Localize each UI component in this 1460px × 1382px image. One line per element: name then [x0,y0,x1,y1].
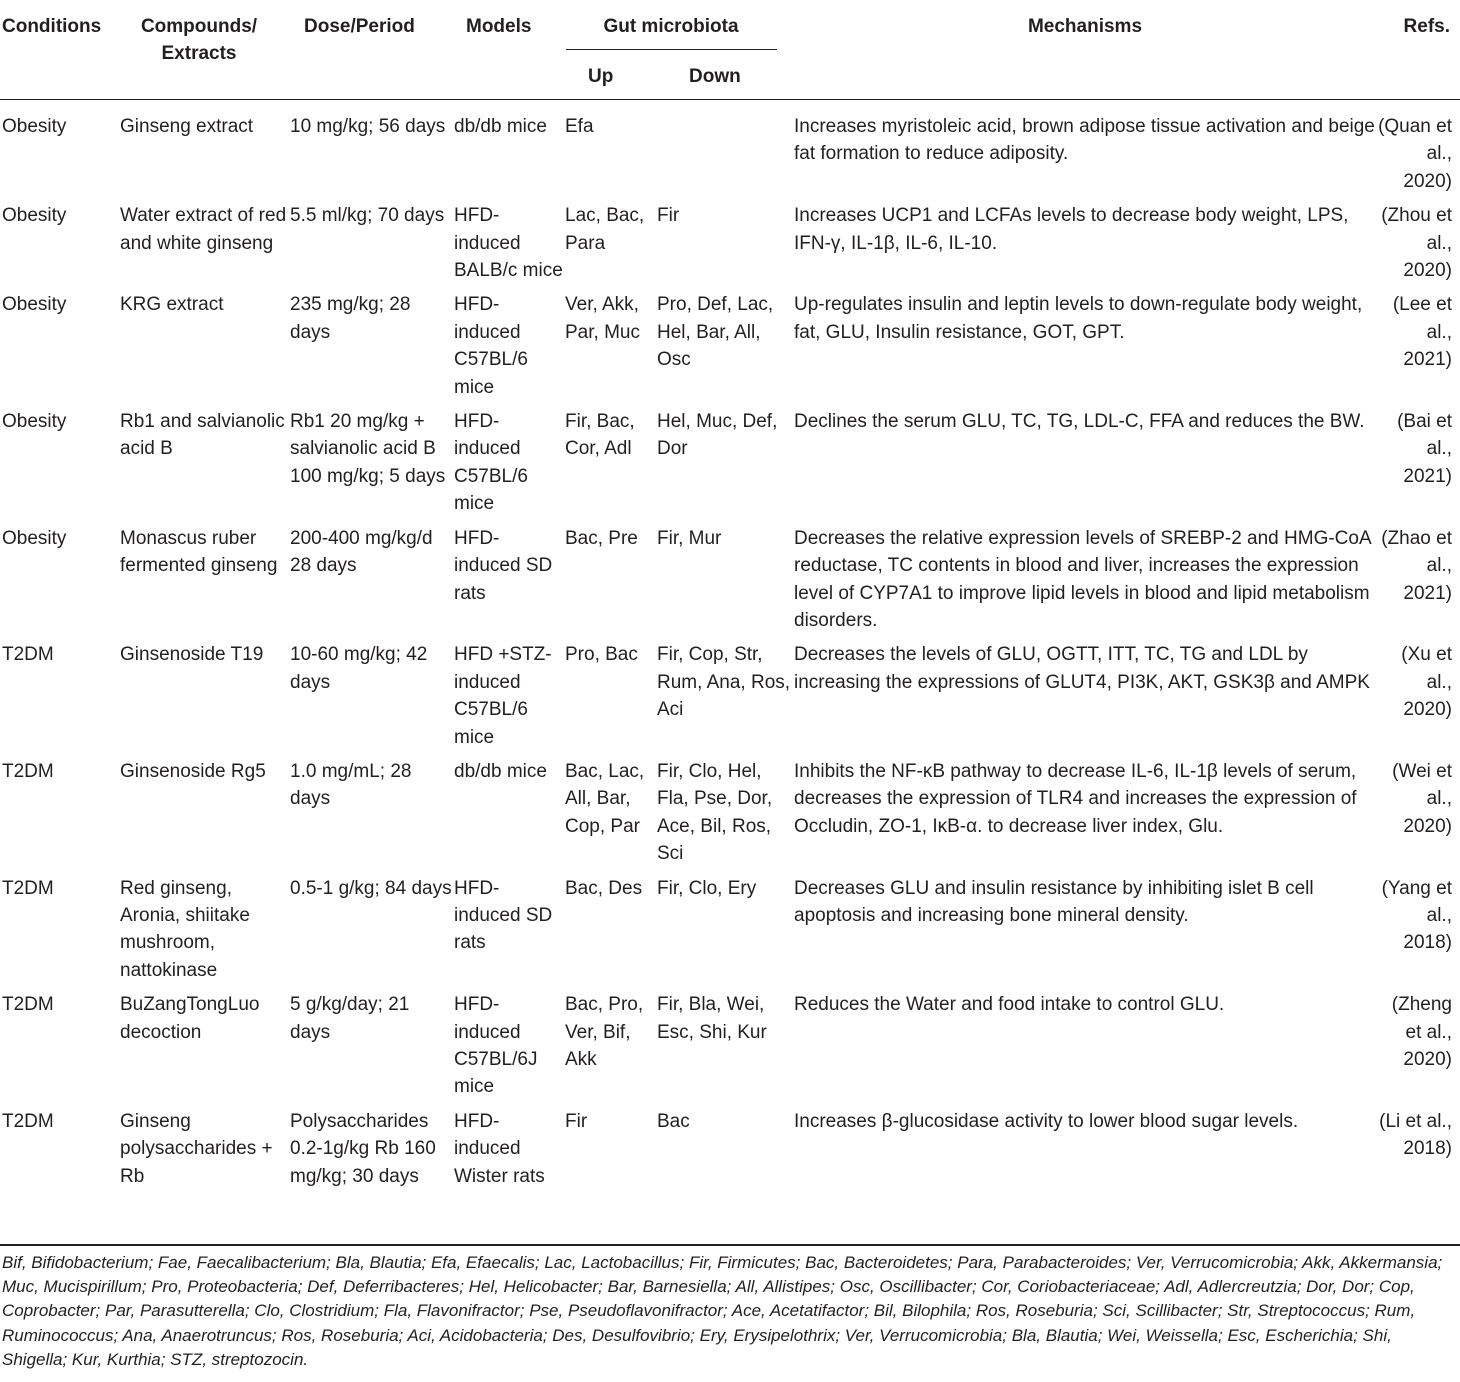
cell-reference: (Bai et al., 2021) [1397,411,1452,487]
cell-down-microbiota: Fir, Clo, Hel, Fla, Pse, Dor, Ace, Bil, Ros, Sci [657,760,773,865]
cell-up-microbiota: Efa [565,116,594,137]
cell-condition: Obesity [2,411,67,433]
table-row [0,1108,1460,1197]
cell-compound: Ginseng extract [120,116,254,137]
cell-reference: (Li et al., 2018) [1379,1110,1452,1160]
cell-compound: KRG extract [120,294,224,316]
cell-compound: Monascus ruber fermented ginseng [120,527,278,577]
table-row [0,291,1460,408]
cell-condition: T2DM [2,877,54,899]
cell-up-microbiota: Pro, Bac [565,644,638,666]
cell-up-microbiota: Lac, Bac, Para [565,205,645,254]
cell-condition: Obesity [2,527,67,549]
table-row [0,408,1460,525]
header-down: Down [689,66,741,87]
table-row [0,991,1460,1108]
table-row [0,525,1460,642]
table-row [0,641,1460,758]
cell-reference: (Wei et al., 2020) [1392,760,1452,837]
cell-condition: T2DM [2,644,54,666]
table-row [0,875,1460,992]
cell-compound: Rb1 and salvianolic acid B [120,411,285,460]
cell-up-microbiota: Bac, Pro, Ver, Bif, Akk [565,994,644,1070]
cell-down-microbiota: Fir [657,205,680,227]
cell-model: HFD-induced SD rats [454,877,553,954]
cell-model: HFD-induced C57BL/6 mice [454,411,528,515]
cell-dose: 5.5 ml/kg; 70 days [290,205,445,227]
header-refs: Refs. [1403,16,1450,37]
cell-up-microbiota: Bac, Lac, All, Bar, Cop, Par [565,760,645,837]
cell-dose: 10-60 mg/kg; 42 days [290,644,428,693]
header-gut-microbiota: Gut microbiota [603,16,739,37]
cell-model: HFD-induced C57BL/6 mice [454,294,528,398]
cell-condition: Obesity [2,205,67,227]
cell-model: HFD-induced Wister rats [454,1110,545,1187]
cell-mechanism: Reduces the Water and food intake to control GLU. [794,994,1225,1016]
cell-condition: T2DM [2,994,54,1016]
cell-mechanism: Decreases the relative expression levels of SREBP-2 and HMG-CoA reductase, TC contents in blood and liver, increases the expression level of CYP7A1 to improve lipid levels in blood and lipid metabolism disorders. [794,527,1371,631]
cell-compound: Red ginseng, Aronia, shiitake mushroom, nattokinase [120,877,250,981]
cell-down-microbiota: Fir, Mur [657,527,722,549]
data-table [0,110,1460,1197]
cell-up-microbiota: Fir [565,1110,588,1132]
cell-reference: (Xu et al., 2020) [1401,644,1452,721]
cell-model: HFD-induced SD rats [454,527,553,604]
cell-mechanism: Decreases GLU and insulin resistance by inhibiting islet B cell apoptosis and increasing bone mineral density. [794,877,1314,926]
cell-model: db/db mice [454,760,547,782]
cell-down-microbiota: Pro, Def, Lac, Hel, Bar, All, Osc [657,294,774,371]
cell-dose: 5 g/kg/day; 21 days [290,994,410,1043]
cell-mechanism: Up-regulates insulin and leptin levels to down-regulate body weight, fat, GLU, Insulin resistance, GOT, GPT. [794,294,1363,343]
table-row [0,202,1460,291]
header-compounds-line1: Compounds/ [140,16,258,37]
cell-down-microbiota: Fir, Bla, Wei, Esc, Shi, Kur [657,994,767,1043]
cell-reference: (Zheng et al., 2020) [1391,994,1452,1070]
cell-dose: Polysaccharides 0.2-1g/kg Rb 160 mg/kg; 30 days [290,1110,436,1187]
cell-dose: 235 mg/kg; 28 days [290,294,411,343]
cell-condition: Obesity [2,294,67,316]
cell-reference: (Zhou et al., 2020) [1381,205,1452,282]
gut-microbiota-underline [566,49,777,50]
cell-up-microbiota: Bac, Pre [565,527,638,549]
cell-condition: Obesity [2,116,67,137]
cell-dose: 1.0 mg/mL; 28 days [290,760,412,810]
header-conditions: Conditions [2,16,102,37]
cell-down-microbiota: Fir, Clo, Ery [657,877,757,899]
table-row [0,110,1460,202]
cell-dose: 0.5-1 g/kg; 84 days [290,877,452,899]
cell-down-microbiota [657,110,794,202]
header-compounds [120,13,278,67]
cell-dose: Rb1 20 mg/kg + salvianolic acid B 100 mg/kg; 5 days [290,411,446,487]
table-bottom-rule [0,1244,1460,1246]
cell-dose: 10 mg/kg; 56 days [290,116,446,137]
cell-mechanism: Increases myristoleic acid, brown adipose tissue activation and beige fat formation to reduce adiposity. [794,116,1375,165]
cell-mechanism: Inhibits the NF-κB pathway to decrease IL-6, IL-1β levels of serum, decreases the expression of TLR4 and increases the expression of Occludin, ZO-1, IκB-α. to decrease liver index, Glu. [794,760,1357,837]
cell-compound: Ginseng polysaccharides + Rb [120,1110,273,1187]
cell-condition: T2DM [2,760,54,782]
header-dose: Dose/Period [304,16,415,37]
cell-compound: BuZangTongLuo decoction [120,994,260,1043]
abbreviations-footnote: Bif, Bifidobacterium; Fae, Faecalibacterium; Bla, Blautia; Efa, Efaecalis; Lac, Lactobacillus; Fir, Firmicutes; Bac, Bacteroidetes; Para, Parabacteroides; Ver, Verrucomicrobia; Akk, Akkermansia; Muc, Mucispirillum; Pro, Proteobacteria; Def, Deferribacteres; Hel, Helicobacter; Bar, Barnesiella; All, Allistipes; Osc, Oscillibacter; Cor, Coriobacteriaceae; Adl, Adlercreutzia; Dor, Dor; Cop, Coprobacter; Par, Parasutterella; Clo, Clostridium; Fla, Flavonifractor; Pse, Pseudoflavonifractor; Ace, Acetatifactor; Bil, Bilophila; Ros, Roseburia; Sci, Scillibacter; Str, Streptococcus; Rum, Ruminococcus; Ana, Anaerotruncus; Ros, Roseburia; Aci, Acidobacteria; Des, Desulfovibrio; Ery, Erysipelothrix; Ver, Verrucomicrobia; Bla, Blautia; Wei, Weissella; Esc, Escherichia; Shi, Shigella; Kur, Kurthia; STZ, streptozocin. [2,1253,1443,1369]
cell-up-microbiota: Bac, Des [565,877,643,899]
cell-down-microbiota: Hel, Muc, Def, Dor [657,411,778,460]
cell-model: HFD +STZ-induced C57BL/6 mice [454,644,552,748]
table-row [0,758,1460,875]
header-compounds-line2: Extracts [161,43,237,64]
cell-condition: T2DM [2,1110,54,1132]
cell-down-microbiota: Fir, Cop, Str, Rum, Ana, Ros, Aci [657,644,791,721]
cell-reference: (Zhao et al., 2021) [1381,527,1452,604]
cell-reference: (Lee et al., 2021) [1392,294,1452,371]
header-up: Up [588,66,614,87]
cell-reference: (Yang et al., 2018) [1381,877,1452,954]
cell-compound: Water extract of red and white ginseng [120,205,287,254]
cell-model: db/db mice [454,116,547,137]
header-bottom-rule [0,99,1460,100]
cell-dose: 200-400 mg/kg/d 28 days [290,527,433,577]
cell-mechanism: Increases β-glucosidase activity to lower blood sugar levels. [794,1110,1299,1132]
cell-mechanism: Declines the serum GLU, TC, TG, LDL-C, FFA and reduces the BW. [794,411,1365,433]
cell-up-microbiota: Fir, Bac, Cor, Adl [565,411,635,460]
cell-compound: Ginsenoside Rg5 [120,760,266,782]
cell-mechanism: Increases UCP1 and LCFAs levels to decrease body weight, LPS, IFN-γ, IL-1β, IL-6, IL-10. [794,205,1349,254]
cell-compound: Ginsenoside T19 [120,644,264,666]
cell-model: HFD-induced BALB/c mice [454,205,563,282]
header-mechanisms: Mechanisms [1027,16,1143,37]
header-models: Models [466,16,532,37]
cell-down-microbiota: Bac [657,1110,690,1132]
cell-model: HFD-induced C57BL/6J mice [454,994,538,1098]
cell-mechanism: Decreases the levels of GLU, OGTT, ITT, TC, TG and LDL by increasing the expressions of GLUT4, PI3K, AKT, GSK3β and AMPK [794,644,1370,693]
cell-up-microbiota: Ver, Akk, Par, Muc [565,294,640,343]
cell-reference: (Quan et al., 2020) [1378,116,1452,192]
